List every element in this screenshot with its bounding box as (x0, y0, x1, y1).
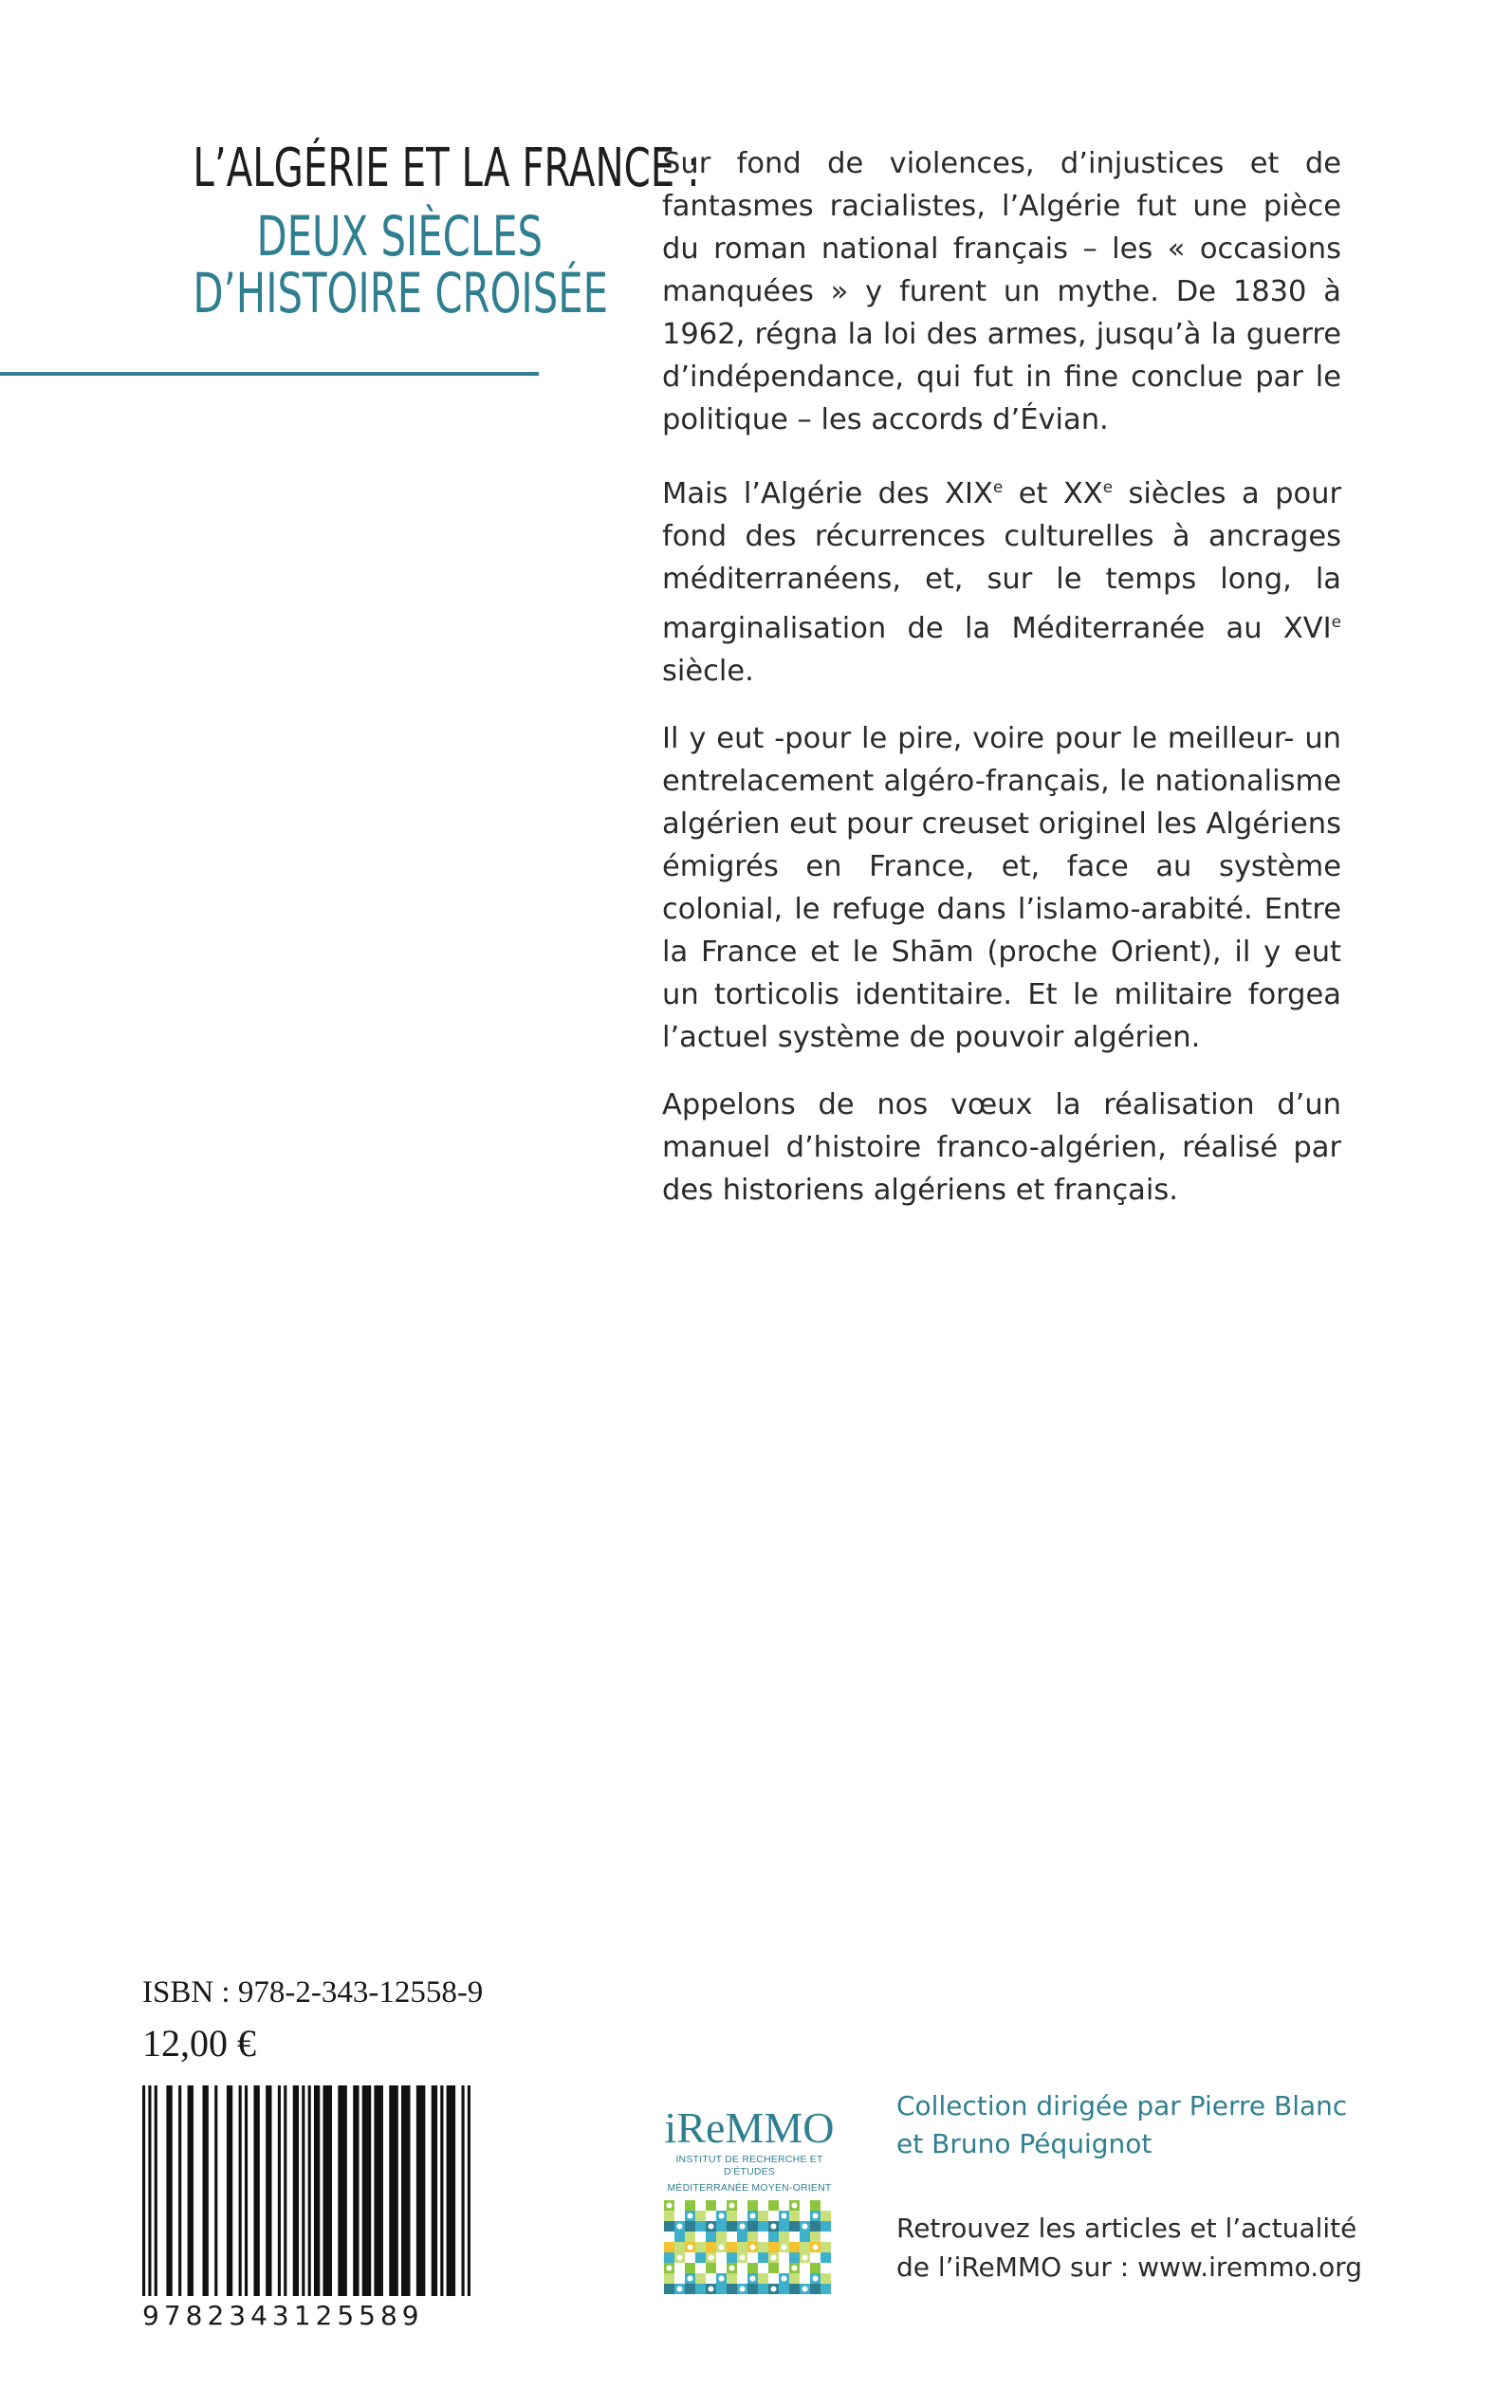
logo-star (823, 2203, 829, 2209)
website-line-2: de l’iReMMO sur : www.iremmo.org (896, 2251, 1363, 2283)
logo-star (761, 2203, 766, 2209)
barcode-bar (362, 2085, 372, 2296)
logo-star (709, 2224, 714, 2230)
barcode-bar (432, 2085, 437, 2296)
logo-tile (821, 2242, 831, 2252)
logo-tile (747, 2200, 758, 2211)
logo-tile (706, 2242, 716, 2252)
logo-star (771, 2287, 777, 2292)
blurb-paragraph: Sur fond de violences, d’injustices et de fantasmes racialistes, l’Algérie fut une pièce du roman national français – les « occasions manquées » y furent un mythe. De 1830 à 1962, régna la loi des armes, jusqu’à la guerre d’indépendance, qui fut in fine conclue par le politique – les accords d’Évian. (662, 147, 1341, 436)
logo-star (792, 2234, 798, 2240)
logo-star (813, 2214, 819, 2219)
logo-star (823, 2266, 829, 2271)
barcode-digits: 9782343125589 (142, 2300, 424, 2331)
logo-tile (674, 2200, 685, 2211)
collection-line-2: et Bruno Péquignot (896, 2128, 1152, 2159)
logo-tile (768, 2211, 779, 2221)
blurb-paragraph: Mais l’Algérie des XIXe et XXe siècles a pour fond des récurrences culturelles à ancrages méditerranéens, et, sur le temps long, la marginalisation de la Méditerranée au XVIe siècle. (662, 477, 1341, 689)
logo-star (802, 2255, 808, 2261)
logo-star (698, 2203, 704, 2209)
logo-tile (747, 2284, 758, 2294)
barcode-bar (314, 2085, 320, 2296)
logo-star (792, 2203, 798, 2209)
barcode-bar (142, 2085, 145, 2296)
logo-tile (800, 2242, 810, 2252)
title-line-3: D’HISTOIRE CROISÉE (193, 260, 609, 325)
logo-tile (789, 2242, 800, 2252)
logo-tile (768, 2273, 779, 2284)
logo-star (729, 2266, 735, 2271)
logo-star (688, 2276, 693, 2282)
logo-tile (789, 2221, 800, 2232)
barcode-bar (278, 2085, 281, 2296)
logo-star (813, 2245, 819, 2251)
logo-tile (800, 2263, 810, 2273)
logo-star (761, 2234, 766, 2240)
logo-tile (674, 2232, 685, 2242)
logo-tile (727, 2284, 737, 2294)
logo-tile (737, 2273, 747, 2284)
logo-tile (695, 2273, 706, 2284)
barcode-bar (253, 2085, 259, 2296)
logo-star (729, 2203, 735, 2209)
price: 12,00 € (142, 2022, 256, 2065)
logo-star (771, 2255, 777, 2261)
barcode-bar (266, 2085, 271, 2296)
logo-tile (821, 2221, 831, 2232)
barcode-bar (338, 2085, 347, 2296)
logo-tile (716, 2263, 727, 2273)
logo-star (782, 2214, 787, 2219)
logo-tile (664, 2252, 674, 2263)
collection-credits (896, 2087, 1347, 2163)
logo-tile (706, 2232, 716, 2242)
logo-tile (810, 2284, 821, 2294)
logo-tile (779, 2232, 789, 2242)
barcode-bar (416, 2085, 426, 2296)
iremmo-logo (664, 2103, 835, 2295)
logo-tile (800, 2232, 810, 2242)
logo-star (761, 2266, 766, 2271)
logo-tile (685, 2252, 695, 2263)
barcode-bar (178, 2085, 181, 2296)
logo-tile (789, 2284, 800, 2294)
logo-star (750, 2214, 756, 2219)
logo-star (667, 2266, 673, 2271)
logo-tile (779, 2200, 789, 2211)
logo-tile (685, 2221, 695, 2232)
logo-tile (664, 2211, 674, 2221)
logo-tile (747, 2232, 758, 2242)
logo-star (677, 2255, 683, 2261)
title-rule (0, 372, 539, 376)
logo-tile (779, 2284, 789, 2294)
logo-tile (758, 2252, 768, 2263)
barcode-bar (302, 2085, 304, 2296)
logo-star (792, 2266, 798, 2271)
logo-tile (727, 2211, 737, 2221)
barcode-bar (227, 2085, 232, 2296)
barcode-bar (461, 2085, 464, 2296)
logo-tile (674, 2211, 685, 2221)
logo-star (667, 2203, 673, 2209)
logo-star (719, 2245, 725, 2251)
logo-tile (758, 2211, 768, 2221)
logo-tile (768, 2232, 779, 2242)
logo-tile (716, 2252, 727, 2263)
logo-star (698, 2234, 704, 2240)
logo-star (823, 2234, 829, 2240)
barcode-bar (468, 2085, 470, 2296)
barcode-bar (245, 2085, 248, 2296)
website-info (896, 2209, 1362, 2287)
logo-star (782, 2245, 787, 2251)
logo-tile (727, 2221, 737, 2232)
logo-tile (695, 2211, 706, 2221)
logo-tile (664, 2221, 674, 2232)
logo-tile (695, 2252, 706, 2263)
barcode-bar (308, 2085, 311, 2296)
logo-name: iReMMO (664, 2103, 835, 2152)
logo-tile (747, 2221, 758, 2232)
logo-tile (789, 2273, 800, 2284)
logo-tile (674, 2263, 685, 2273)
logo-tile (727, 2252, 737, 2263)
logo-tile (695, 2242, 706, 2252)
logo-star (688, 2245, 693, 2251)
logo-tile (800, 2273, 810, 2284)
barcode-bar (166, 2085, 172, 2296)
logo-tile (674, 2242, 685, 2252)
logo-tile (768, 2242, 779, 2252)
logo-tile (810, 2252, 821, 2263)
logo-star (740, 2224, 746, 2230)
logo-star (677, 2224, 683, 2230)
logo-tile (810, 2221, 821, 2232)
website-line-1: Retrouvez les articles et l’actualité (896, 2213, 1357, 2244)
barcode-bar (323, 2085, 332, 2296)
logo-tile (674, 2273, 685, 2284)
logo-tile (768, 2263, 779, 2273)
barcode-bar (214, 2085, 217, 2296)
logo-tile (821, 2211, 831, 2221)
logo-tile (789, 2211, 800, 2221)
logo-star (677, 2287, 683, 2292)
collection-line-1: Collection dirigée par Pierre Blanc (896, 2090, 1348, 2121)
logo-tile (768, 2200, 779, 2211)
logo-star (719, 2276, 725, 2282)
barcode-bar (188, 2085, 194, 2296)
logo-tile (737, 2263, 747, 2273)
logo-star (729, 2234, 735, 2240)
logo-pattern (664, 2200, 831, 2295)
logo-star (802, 2287, 808, 2292)
logo-tile (695, 2284, 706, 2294)
logo-star (698, 2266, 704, 2271)
logo-tile (685, 2284, 695, 2294)
logo-star (750, 2276, 756, 2282)
logo-tile (716, 2284, 727, 2294)
logo-tile (821, 2284, 831, 2294)
logo-tile (706, 2263, 716, 2273)
barcode-bar (440, 2085, 443, 2296)
title-line-2: DEUX SIÈCLES (256, 204, 543, 269)
logo-tile (789, 2252, 800, 2263)
isbn: ISBN : 978-2-343-12558-9 (142, 1975, 484, 2010)
logo-tile (716, 2232, 727, 2242)
logo-tile (758, 2221, 768, 2232)
logo-tile (664, 2273, 674, 2284)
blurb-paragraph: Il y eut -pour le pire, voire pour le meilleur- un entrelacement algéro-français, le nationalisme algérien eut pour creuset originel les Algériens émigrés en France, et, face au système colonial, le refuge dans l’islamo-arabité. Entre la France et le Shām (proche Orient), il y eut un torticolis identitaire. Et le militaire forgea l’actuel système de pouvoir algérien. (662, 722, 1341, 1055)
logo-tile (821, 2252, 831, 2263)
logo-tile (821, 2273, 831, 2284)
logo-subtitle-2: MÉDITERRANÉE MOYEN-ORIENT (667, 2182, 832, 2194)
logo-star (740, 2287, 746, 2292)
barcode-bar (401, 2085, 411, 2296)
barcode-bar (374, 2085, 383, 2296)
logo-tile (758, 2242, 768, 2252)
logo-tile (747, 2263, 758, 2273)
logo-tile (810, 2263, 821, 2273)
logo-tile (800, 2200, 810, 2211)
barcode-bar (202, 2085, 208, 2296)
logo-tile (758, 2284, 768, 2294)
barcode-bar (239, 2085, 242, 2296)
logo-tile (737, 2232, 747, 2242)
logo-tile (727, 2242, 737, 2252)
logo-tile (779, 2252, 789, 2263)
logo-tile (685, 2263, 695, 2273)
logo-star (802, 2224, 808, 2230)
barcode-bar (293, 2085, 299, 2296)
logo-tile (737, 2242, 747, 2252)
barcode (142, 2085, 470, 2296)
logo-tile (706, 2211, 716, 2221)
logo-tile (779, 2221, 789, 2232)
logo-tile (810, 2232, 821, 2242)
barcode-bar (155, 2085, 157, 2296)
logo-star (740, 2255, 746, 2261)
barcode-bar (447, 2085, 456, 2296)
logo-star (750, 2245, 756, 2251)
logo-tile (779, 2263, 789, 2273)
logo-tile (695, 2221, 706, 2232)
logo-star (719, 2214, 725, 2219)
logo-star (709, 2255, 714, 2261)
logo-tile (810, 2200, 821, 2211)
logo-tile (664, 2284, 674, 2294)
barcode-bar (148, 2085, 151, 2296)
barcode-bar (284, 2085, 286, 2296)
logo-tile (747, 2252, 758, 2263)
logo-tile (727, 2273, 737, 2284)
logo-star (667, 2234, 673, 2240)
logo-star (813, 2276, 819, 2282)
title-line-1: L’ALGÉRIE ET LA FRANCE : (193, 138, 700, 199)
logo-tile (737, 2200, 747, 2211)
logo-star (688, 2214, 693, 2219)
logo-tile (706, 2273, 716, 2284)
logo-subtitle-1: INSTITUT DE RECHERCHE ET D’ÉTUDES (675, 2154, 823, 2177)
logo-tile (685, 2232, 695, 2242)
blurb (662, 142, 1341, 1236)
logo-star (771, 2224, 777, 2230)
logo-tile (685, 2200, 695, 2211)
logo-tile (716, 2221, 727, 2232)
logo-tile (706, 2200, 716, 2211)
logo-star (782, 2276, 787, 2282)
logo-tile (800, 2211, 810, 2221)
blurb-paragraph: Appelons de nos vœux la réalisation d’un manuel d’histoire franco-algérien, réalisé par des historiens algériens et français. (662, 1088, 1341, 1208)
logo-tile (758, 2273, 768, 2284)
logo-star (709, 2287, 714, 2292)
logo-tile (664, 2242, 674, 2252)
logo-tile (737, 2211, 747, 2221)
logo-tile (716, 2200, 727, 2211)
book-title (57, 138, 700, 325)
barcode-bar (389, 2085, 398, 2296)
barcode-bar (353, 2085, 359, 2296)
